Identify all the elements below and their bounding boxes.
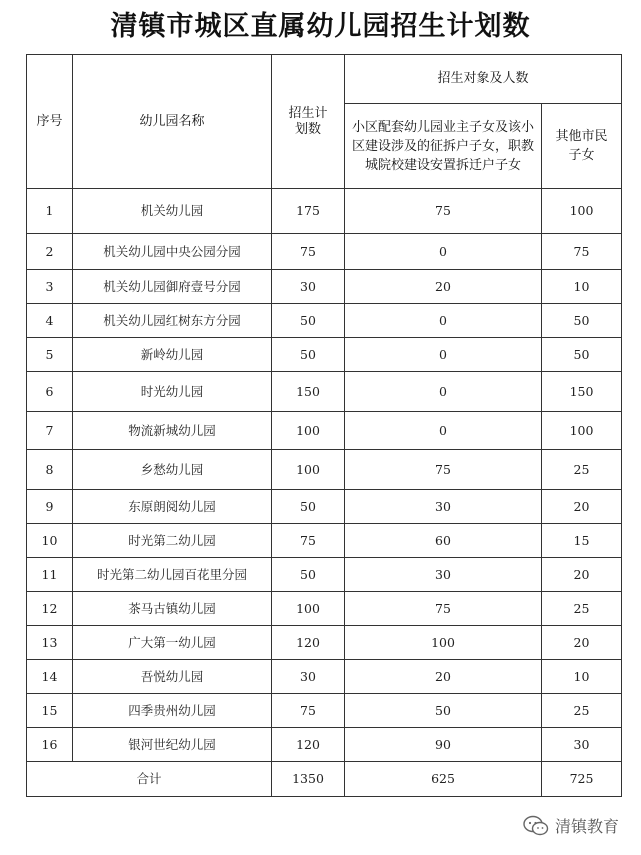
row-seq: 1 <box>27 189 73 234</box>
row-owners: 0 <box>345 338 542 372</box>
row-name: 机关幼儿园御府壹号分园 <box>73 270 272 304</box>
row-seq: 15 <box>27 694 73 728</box>
row-seq: 14 <box>27 660 73 694</box>
row-others: 10 <box>542 660 622 694</box>
row-owners: 0 <box>345 304 542 338</box>
total-row <box>27 762 622 797</box>
watermark <box>523 814 619 837</box>
row-seq: 12 <box>27 592 73 626</box>
row-others: 10 <box>542 270 622 304</box>
row-seq: 8 <box>27 450 73 490</box>
row-others: 20 <box>542 490 622 524</box>
total-owners: 625 <box>345 762 542 797</box>
row-others: 100 <box>542 412 622 450</box>
row-plan: 50 <box>272 490 345 524</box>
table-row <box>27 660 622 694</box>
table-row <box>27 524 622 558</box>
row-owners: 30 <box>345 558 542 592</box>
row-seq: 5 <box>27 338 73 372</box>
row-name: 银河世纪幼儿园 <box>73 728 272 762</box>
row-seq: 10 <box>27 524 73 558</box>
row-others: 75 <box>542 234 622 270</box>
row-owners: 60 <box>345 524 542 558</box>
header-plan: 招生计划数 <box>272 55 345 189</box>
total-plan: 1350 <box>272 762 345 797</box>
row-plan: 120 <box>272 626 345 660</box>
row-plan: 100 <box>272 412 345 450</box>
table-row <box>27 338 622 372</box>
row-owners: 50 <box>345 694 542 728</box>
header-seq: 序号 <box>27 55 73 189</box>
row-name: 吾悦幼儿园 <box>73 660 272 694</box>
row-owners: 0 <box>345 412 542 450</box>
row-others: 25 <box>542 694 622 728</box>
table-row <box>27 234 622 270</box>
row-name: 物流新城幼儿园 <box>73 412 272 450</box>
row-plan: 75 <box>272 694 345 728</box>
row-name: 乡愁幼儿园 <box>73 450 272 490</box>
header-others: 其他市民子女 <box>542 104 622 189</box>
row-name: 机关幼儿园 <box>73 189 272 234</box>
table-row <box>27 558 622 592</box>
table-row <box>27 694 622 728</box>
row-name: 广大第一幼儿园 <box>73 626 272 660</box>
row-plan: 30 <box>272 660 345 694</box>
total-label: 合计 <box>27 762 272 797</box>
table-row <box>27 270 622 304</box>
row-owners: 90 <box>345 728 542 762</box>
row-name: 时光第二幼儿园 <box>73 524 272 558</box>
row-seq: 13 <box>27 626 73 660</box>
row-seq: 3 <box>27 270 73 304</box>
row-plan: 150 <box>272 372 345 412</box>
row-name: 新岭幼儿园 <box>73 338 272 372</box>
table-row <box>27 450 622 490</box>
row-seq: 16 <box>27 728 73 762</box>
row-seq: 11 <box>27 558 73 592</box>
row-owners: 100 <box>345 626 542 660</box>
row-owners: 20 <box>345 660 542 694</box>
row-others: 25 <box>542 592 622 626</box>
row-seq: 6 <box>27 372 73 412</box>
header-targets: 招生对象及人数 <box>345 55 622 104</box>
row-name: 时光第二幼儿园百花里分园 <box>73 558 272 592</box>
row-owners: 0 <box>345 372 542 412</box>
row-plan: 120 <box>272 728 345 762</box>
watermark-text: 清镇教育 <box>554 817 619 836</box>
row-owners: 30 <box>345 490 542 524</box>
row-others: 50 <box>542 338 622 372</box>
row-others: 25 <box>542 450 622 490</box>
table-row <box>27 626 622 660</box>
row-name: 时光幼儿园 <box>73 372 272 412</box>
table-row <box>27 189 622 234</box>
row-others: 30 <box>542 728 622 762</box>
row-name: 东原朗阅幼儿园 <box>73 490 272 524</box>
row-name: 茶马古镇幼儿园 <box>73 592 272 626</box>
row-plan: 30 <box>272 270 345 304</box>
row-seq: 2 <box>27 234 73 270</box>
table-row <box>27 372 622 412</box>
enrollment-table <box>26 54 622 797</box>
row-name: 四季贵州幼儿园 <box>73 694 272 728</box>
row-owners: 0 <box>345 234 542 270</box>
wechat-icon <box>523 815 549 837</box>
table-row <box>27 728 622 762</box>
table-row <box>27 412 622 450</box>
row-name: 机关幼儿园中央公园分园 <box>73 234 272 270</box>
table-row <box>27 304 622 338</box>
row-others: 50 <box>542 304 622 338</box>
row-plan: 50 <box>272 304 345 338</box>
row-plan: 50 <box>272 558 345 592</box>
row-seq: 9 <box>27 490 73 524</box>
row-plan: 75 <box>272 234 345 270</box>
row-owners: 75 <box>345 592 542 626</box>
row-owners: 75 <box>345 189 542 234</box>
row-plan: 100 <box>272 450 345 490</box>
row-others: 20 <box>542 558 622 592</box>
table-row <box>27 490 622 524</box>
row-others: 100 <box>542 189 622 234</box>
row-others: 20 <box>542 626 622 660</box>
row-plan: 100 <box>272 592 345 626</box>
row-owners: 20 <box>345 270 542 304</box>
row-plan: 175 <box>272 189 345 234</box>
row-seq: 7 <box>27 412 73 450</box>
row-others: 15 <box>542 524 622 558</box>
row-plan: 75 <box>272 524 345 558</box>
page-title: 清镇市城区直属幼儿园招生计划数 <box>110 11 531 42</box>
table-row <box>27 592 622 626</box>
row-others: 150 <box>542 372 622 412</box>
row-owners: 75 <box>345 450 542 490</box>
row-seq: 4 <box>27 304 73 338</box>
header-owners: 小区配套幼儿园业主子女及该小区建设涉及的征拆户子女，职教城院校建设安置拆迁户子女 <box>345 104 542 189</box>
total-others: 725 <box>542 762 622 797</box>
row-plan: 50 <box>272 338 345 372</box>
header-name: 幼儿园名称 <box>73 55 272 189</box>
row-name: 机关幼儿园红树东方分园 <box>73 304 272 338</box>
